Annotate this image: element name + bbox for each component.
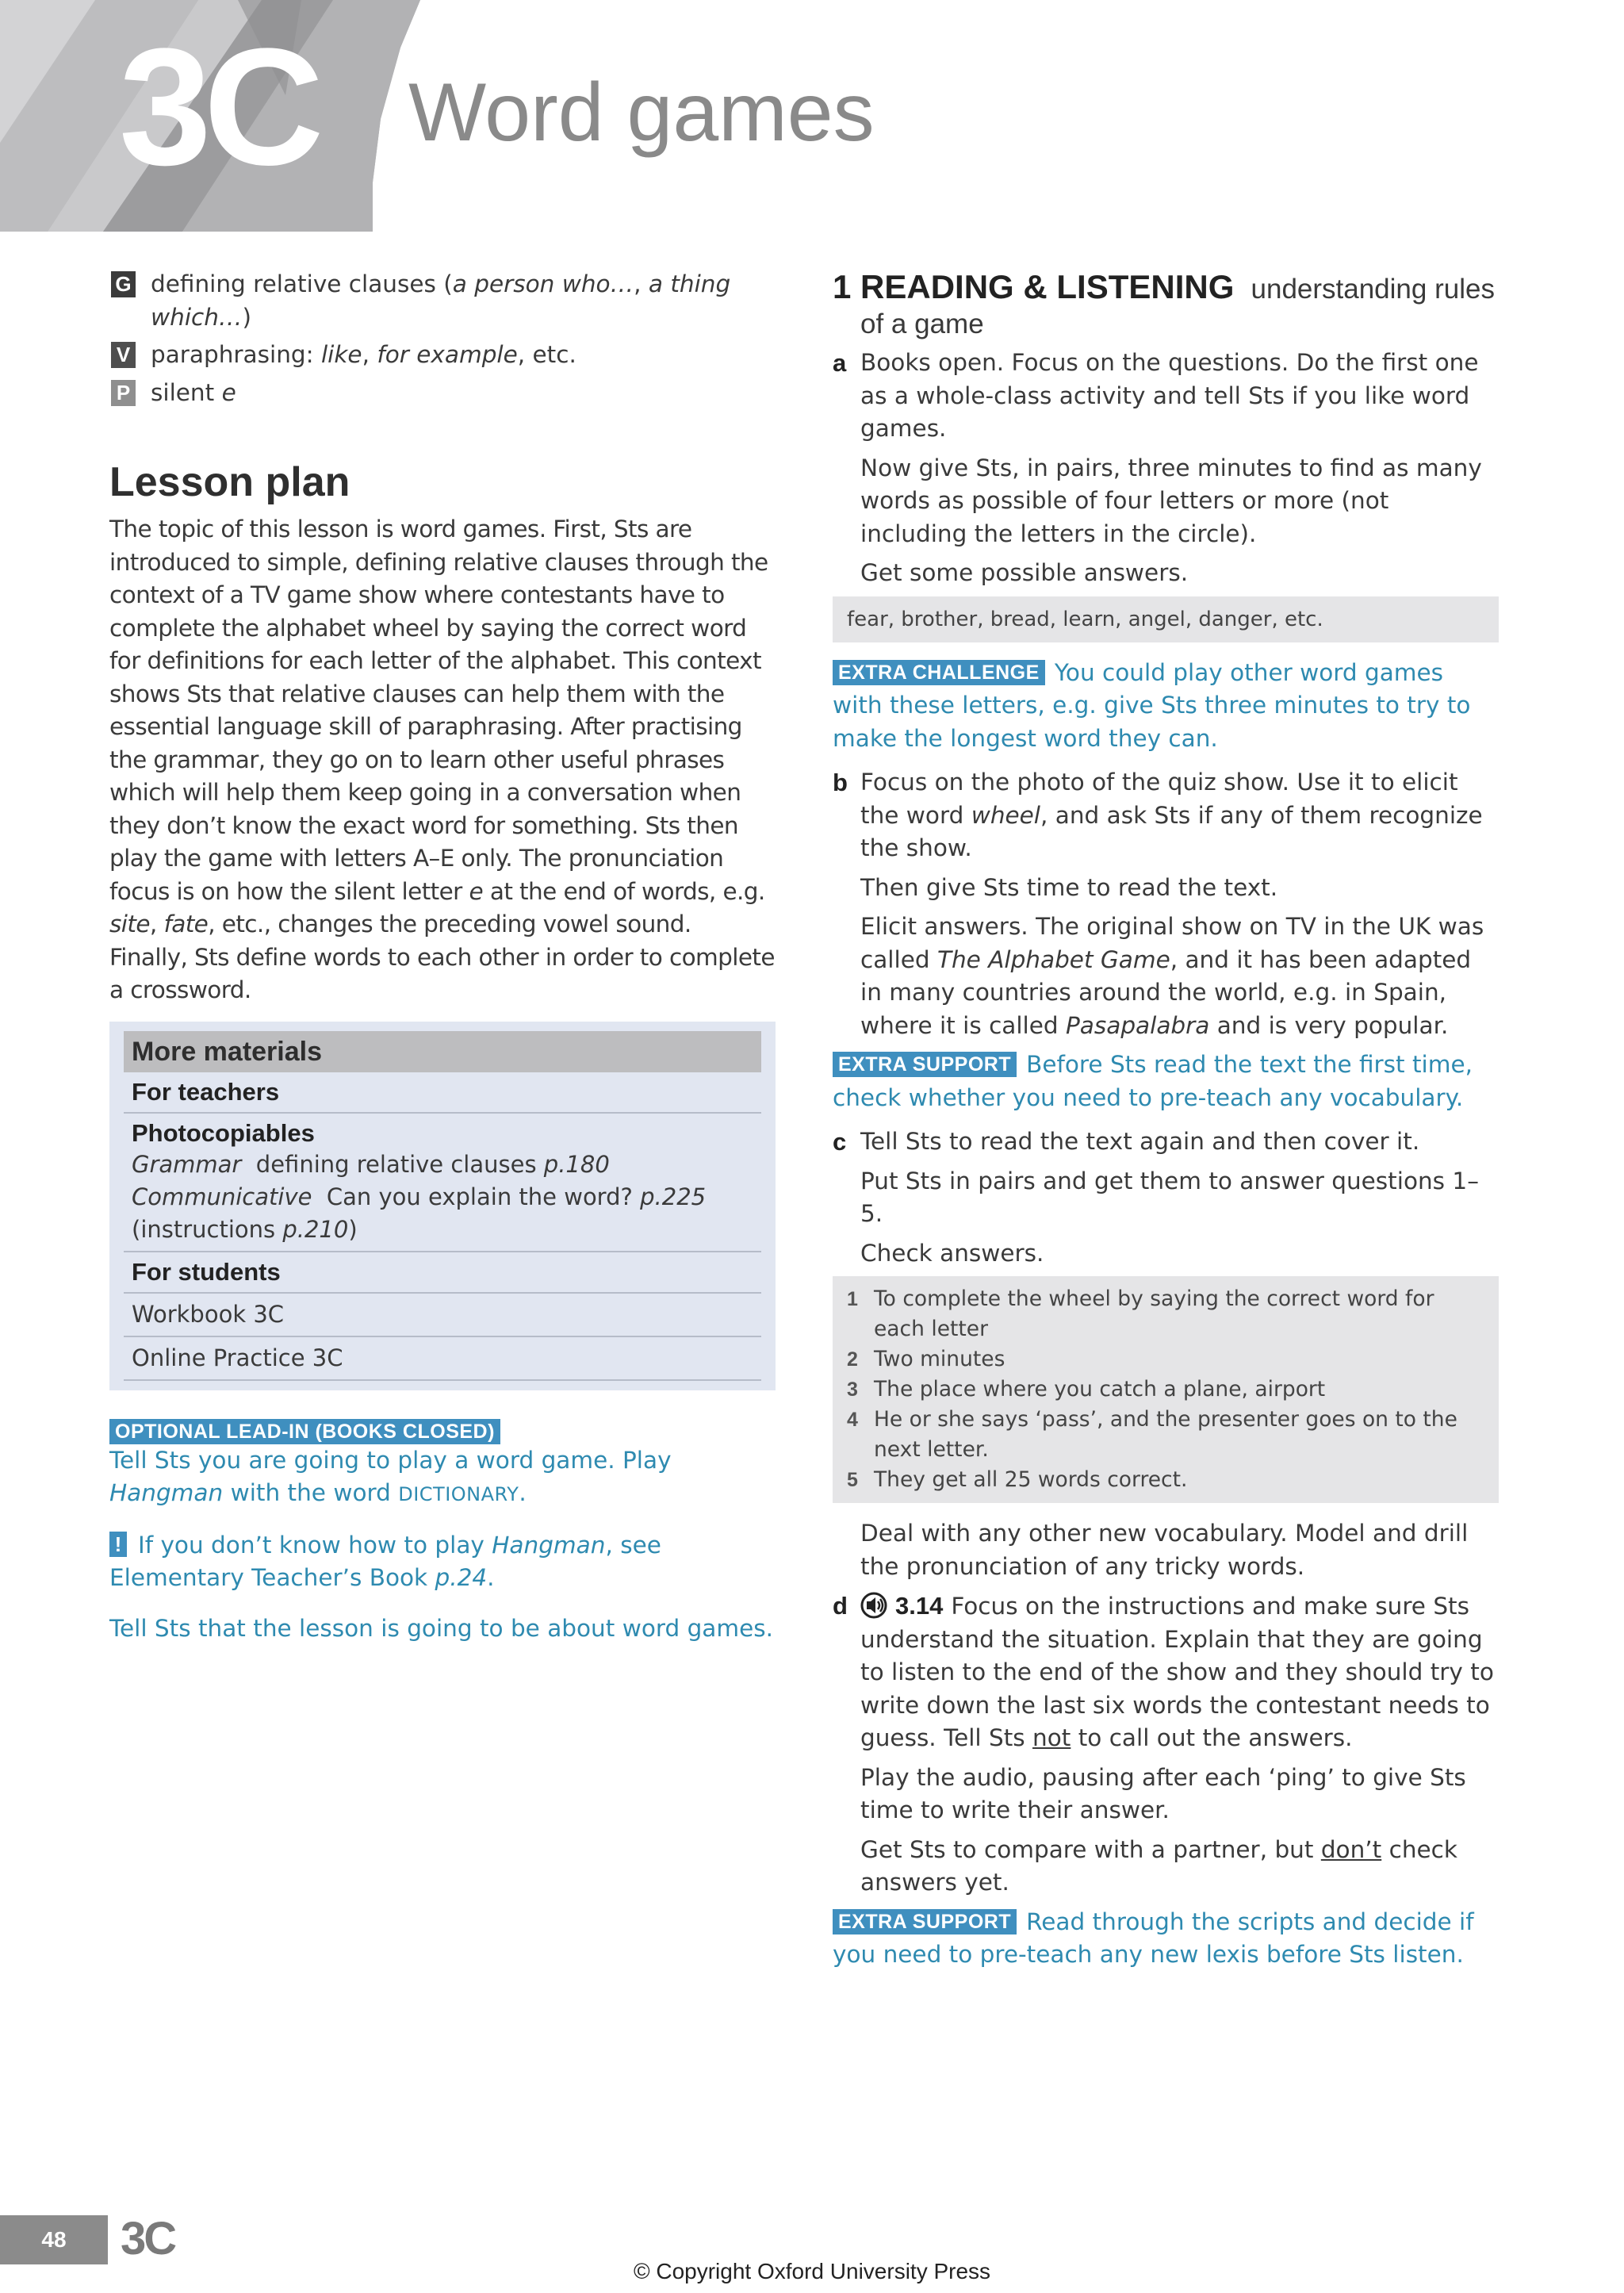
key-item-vocabulary: V paraphrasing: like, for example, etc. bbox=[109, 339, 776, 372]
answer-box-a: fear, brother, bread, learn, angel, danger, etc. bbox=[833, 596, 1499, 642]
footer-unit-code: 3C bbox=[121, 2213, 175, 2264]
extra-support-1: EXTRA SUPPORT Before Sts read the text the first time, check whether you need to pre-teach any vocabulary. bbox=[833, 1051, 1473, 1111]
extra-challenge-tag: EXTRA CHALLENGE bbox=[833, 660, 1045, 685]
unit-code: 3C bbox=[119, 13, 316, 200]
grammar-badge: G bbox=[111, 271, 136, 297]
answer-item: 2 Two minutes bbox=[847, 1347, 1005, 1371]
hangman-note: ! If you don’t know how to play Hangman, see Elementary Teacher’s Book p.24. bbox=[109, 1531, 661, 1592]
lead-in-section bbox=[109, 1419, 776, 1646]
optional-lead-in-tag: OPTIONAL LEAD-IN (BOOKS CLOSED) bbox=[109, 1419, 500, 1444]
page-title: Word games bbox=[408, 67, 875, 159]
answer-box-c bbox=[833, 1276, 1499, 1503]
audio-track-number: 3.14 bbox=[895, 1592, 944, 1620]
pronunciation-badge: P bbox=[111, 380, 136, 406]
section-1-title: 1 READING & LISTENING understanding rules of a game bbox=[833, 268, 1495, 339]
key-item-grammar: G defining relative clauses (a person who…, a thing which…) bbox=[109, 268, 776, 334]
more-materials-box bbox=[109, 1022, 776, 1390]
extra-support-tag: EXTRA SUPPORT bbox=[833, 1909, 1017, 1934]
answer-item: 5 They get all 25 words correct. bbox=[847, 1467, 1188, 1492]
answer-item: 3 The place where you catch a plane, airport bbox=[847, 1377, 1326, 1401]
for-students-row: For students bbox=[124, 1252, 761, 1294]
lesson-plan-heading: Lesson plan bbox=[109, 459, 350, 505]
online-practice-row: Online Practice 3C bbox=[124, 1337, 761, 1381]
page-number: 48 bbox=[0, 2215, 108, 2264]
copyright-notice: © Copyright Oxford University Press bbox=[633, 2259, 991, 2283]
instructions-reference: (instructions p.210) bbox=[132, 1215, 358, 1243]
right-column bbox=[833, 270, 1499, 1978]
photocopiables-row: Photocopiables Grammar defining relative clauses p.180 Communicative Can you explain the word? p.225 (instructions p.210) bbox=[124, 1114, 761, 1252]
lesson-topic-note: Tell Sts that the lesson is going to be about word games. bbox=[109, 1614, 774, 1642]
item-b: b Focus on the photo of the quiz show. Use it to elicit the word wheel, and ask Sts if any of them recognize the show. Then give Sts time to read the text. Elicit answers. The original show on TV in the UK was called The Alphabet Game, and it has been adapted in many countries around the world, e.g. in Spain, where it is called Pasapalabra and is very popular. bbox=[833, 769, 1484, 1039]
extra-support-tag: EXTRA SUPPORT bbox=[833, 1052, 1017, 1077]
left-column bbox=[109, 268, 776, 1651]
item-c-continued: Deal with any other new vocabulary. Model and drill the pronunciation of any tricky words. bbox=[860, 1520, 1469, 1580]
communicative-photocopiable: Communicative Can you explain the word? p.225 bbox=[132, 1183, 707, 1210]
warning-icon: ! bbox=[109, 1532, 127, 1557]
workbook-row: Workbook 3C bbox=[124, 1294, 761, 1337]
vocabulary-badge: V bbox=[111, 342, 136, 368]
lead-in-text: Tell Sts you are going to play a word game. Play Hangman with the word DICTIONARY. bbox=[109, 1446, 672, 1507]
extra-support-2: EXTRA SUPPORT Read through the scripts and decide if you need to pre-teach any new lexis before Sts listen. bbox=[833, 1908, 1474, 1968]
answer-item: 1 To complete the wheel by saying the correct word for each letter bbox=[847, 1286, 1434, 1341]
lesson-plan-text: The topic of this lesson is word games. First, Sts are introduced to simple, defining relative clauses through the context of a TV game show where contestants have to complete the alphabet wheel by saying the correct word for definitions for each letter of the alphabet. This context shows Sts that relative clauses can help them with the essential language skill of paraphrasing. After practising the grammar, they go on to learn other useful phrases which will help them keep going in a conversation when they don’t know the exact word for something. Sts then play the game with letters A–E only. The pronunciation focus is on how the silent letter e at the end of words, e.g. site, fate, etc., changes the preceding vowel sound. Finally, Sts define words to each other in order to complete a crossword. bbox=[109, 516, 775, 1004]
answer-item: 4 He or she says ‘pass’, and the presenter goes on to the next letter. bbox=[847, 1407, 1457, 1462]
key-item-pronunciation: P silent e bbox=[109, 377, 776, 410]
for-teachers-row: For teachers bbox=[124, 1072, 761, 1114]
grammar-photocopiable: Grammar defining relative clauses p.180 bbox=[132, 1150, 610, 1178]
item-a: a Books open. Focus on the questions. Do the first one as a whole-class activity and tell Sts if you like word games. Now give Sts, in pairs, three minutes to find as many words as possible of four letters or more (not including the letters in the circle). Get some possible answers. bbox=[833, 349, 1482, 586]
item-c: c Tell Sts to read the text again and then cover it. Put Sts in pairs and get them to answer questions 1–5. Check answers. bbox=[833, 1128, 1479, 1267]
more-materials-title: More materials bbox=[124, 1031, 761, 1072]
item-d: d 3.14 Focus on the instructions and make sure Sts understand the situation. Explain that they are going to listen to the end of the show and they should try to write down the last six words the contestant needs to guess. Tell Sts not to call out the answers. Play the audio, pausing after each ‘ping’ to give Sts time to write their answer. Get Sts to compare with a partner, but don’t check answers yet. bbox=[833, 1592, 1494, 1896]
extra-challenge: EXTRA CHALLENGE You could play other word games with these letters, e.g. give Sts three minutes to try to make the longest word they can. bbox=[833, 658, 1471, 752]
audio-icon bbox=[860, 1592, 891, 1619]
